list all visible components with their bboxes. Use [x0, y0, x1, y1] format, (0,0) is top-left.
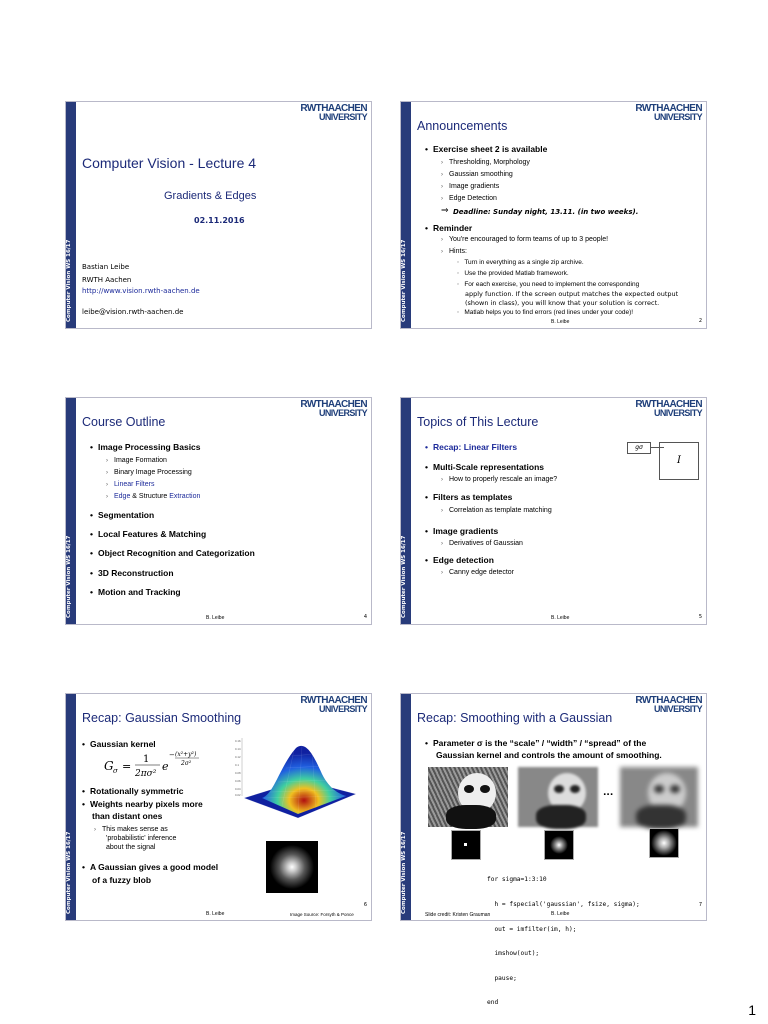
svg-text:=: = — [122, 760, 132, 773]
svg-text:0.04: 0.04 — [235, 788, 241, 791]
slide-title: Course Outline — [82, 415, 166, 429]
sidebar — [401, 102, 411, 328]
svg-text:G: G — [104, 759, 114, 773]
slide-number: 6 — [363, 902, 367, 908]
sidebar — [66, 398, 76, 624]
slide-4 — [400, 397, 707, 625]
kernel-thumb-1 — [451, 830, 481, 860]
sub-item: › Gaussian smoothing — [441, 171, 513, 178]
kernel-thumb-2 — [544, 830, 574, 860]
footer-author: B. Leibe — [551, 319, 570, 325]
footer-author: B. Leibe — [206, 615, 225, 621]
svg-text:2σ²: 2σ² — [181, 760, 192, 767]
slide-credit: Slide credit: Kristen Grauman — [425, 912, 491, 918]
gaussian-surface-plot — [234, 736, 362, 826]
sub-item: › You're encouraged to form teams of up to 3 people! — [441, 236, 608, 243]
slide-1 — [65, 101, 372, 329]
bullet: • Weights nearby pixels more — [82, 799, 203, 809]
sidebar — [401, 694, 411, 920]
footer-author: B. Leibe — [551, 911, 570, 917]
panda-photo-blurrier — [620, 767, 698, 827]
bullet: • Parameter σ is the “scale” / “width” / “spread” of the — [425, 738, 646, 748]
bullet: • Rotationally symmetric — [82, 786, 184, 796]
sub-item: › Binary Image Processing — [106, 469, 192, 476]
sub-item: › Image gradients — [441, 183, 499, 190]
sub-item: › Thresholding, Morphology — [441, 159, 530, 166]
slide-number: 5 — [698, 614, 702, 620]
slide-title: Announcements — [417, 119, 508, 133]
panda-photo-blur — [518, 767, 598, 827]
bullet: • Reminder — [425, 223, 472, 233]
rwth-logo: RWTHAACHEN UNIVERSITY — [300, 695, 367, 714]
fuzzy-blob-image — [266, 841, 318, 893]
svg-text:e: e — [162, 760, 169, 773]
slide-2 — [400, 101, 707, 329]
bullet-cont: of a fuzzy blob — [92, 875, 152, 885]
bullet: • Multi-Scale representations — [425, 462, 544, 472]
author-email: leibe@vision.rwth-aachen.de — [82, 308, 184, 316]
slide-5 — [65, 693, 372, 921]
rwth-logo: RWTHAACHEN UNIVERSITY — [635, 695, 702, 714]
sub-item: › Edge & Structure Extraction — [106, 493, 200, 500]
bullet-cont: than distant ones — [92, 811, 163, 821]
slide-6 — [400, 693, 707, 1007]
lecture-subtitle: Gradients & Edges — [164, 190, 257, 202]
sidebar-text: Computer Vision WS 16/17 — [401, 535, 407, 618]
image-box: I — [659, 442, 699, 480]
sidebar-text: Computer Vision WS 16/17 — [66, 535, 72, 618]
bullet: • Segmentation — [90, 510, 154, 520]
footer-author: B. Leibe — [551, 615, 570, 621]
bullet-cont: Gaussian kernel and controls the amount of smoothing. — [436, 750, 662, 760]
sidebar-text: Computer Vision WS 16/17 — [401, 831, 407, 914]
svg-text:0.08: 0.08 — [235, 772, 241, 775]
ellipsis: ... — [603, 788, 614, 798]
svg-text:0.02: 0.02 — [235, 794, 241, 797]
hint-cont: (shown in class), you will know that your solution is correct. — [465, 299, 660, 307]
bullet: • Image Processing Basics — [90, 442, 201, 452]
bullet: • Exercise sheet 2 is available — [425, 144, 547, 154]
svg-text:0.1: 0.1 — [235, 764, 239, 767]
lecture-date: 02.11.2016 — [194, 216, 245, 225]
slide-title: Recap: Gaussian Smoothing — [82, 711, 242, 725]
sidebar-text: Computer Vision WS 16/17 — [401, 239, 407, 322]
author-affil: RWTH Aachen — [82, 276, 132, 284]
bullet-current: • Recap: Linear Filters — [425, 442, 517, 452]
slide-title: Recap: Smoothing with a Gaussian — [417, 711, 613, 725]
bullet: • Object Recognition and Categorization — [90, 548, 255, 558]
bullet: • Edge detection — [425, 555, 494, 565]
slide-number: 4 — [363, 614, 367, 620]
svg-text:σ: σ — [113, 767, 118, 775]
bullet: • Image gradients — [425, 526, 498, 536]
sidebar-text: Computer Vision WS 16/17 — [66, 239, 72, 322]
hint: ◦ Use the provided Matlab framework. — [457, 270, 569, 277]
kernel-thumb-3 — [649, 828, 679, 858]
slide-number: 2 — [698, 318, 702, 324]
author-url[interactable]: http://www.vision.rwth-aachen.de — [82, 287, 200, 295]
rwth-logo: RWTHAACHEN UNIVERSITY — [300, 103, 367, 122]
sub-item: › Image Formation — [106, 457, 167, 464]
panda-photo-sharp — [428, 767, 508, 827]
slide-number: 7 — [698, 902, 702, 908]
matlab-code: for sigma=1:3:10 h = fspecial('gaussian', fsize, sigma); out = imfilter(im, h); imshow(out); pause; end — [487, 876, 640, 1007]
sub-item: › Canny edge detector — [441, 569, 514, 576]
deadline: Deadline: Sunday night, 13.11. (in two weeks). — [453, 208, 639, 216]
svg-text:2πσ²: 2πσ² — [135, 769, 157, 779]
sub-cont: 'probabilistic' inference — [106, 835, 177, 842]
sub-item: › Derivatives of Gaussian — [441, 540, 523, 547]
slide-3 — [65, 397, 372, 625]
sub-item: › This makes sense as — [94, 826, 168, 833]
svg-text:(x²+y²): (x²+y²) — [175, 751, 197, 758]
rwth-logo: RWTHAACHEN UNIVERSITY — [300, 399, 367, 418]
svg-text:0.14: 0.14 — [235, 748, 241, 751]
svg-text:0.12: 0.12 — [235, 756, 241, 759]
sub-item: › Hints: — [441, 248, 467, 255]
sidebar — [401, 398, 411, 624]
hint: ◦ Turn in everything as a single zip archive. — [457, 259, 584, 266]
sub-item: › Edge Detection — [441, 195, 497, 202]
svg-text:0.16: 0.16 — [235, 740, 241, 743]
bullet: • Filters as templates — [425, 492, 512, 502]
svg-text:−: − — [169, 751, 175, 759]
bullet: • Local Features & Matching — [90, 529, 206, 539]
sidebar — [66, 102, 76, 328]
lecture-title: Computer Vision - Lecture 4 — [82, 155, 257, 171]
svg-text:1: 1 — [143, 754, 150, 765]
sub-item-current: › Linear Filters — [106, 481, 154, 488]
sub-cont: about the signal — [106, 844, 156, 851]
bullet: • Motion and Tracking — [90, 587, 181, 597]
bullet: • Gaussian kernel — [82, 739, 156, 749]
page-number: 1 — [748, 1002, 756, 1018]
hint: ◦ Matlab helps you to find errors (red lines under your code)! — [457, 309, 633, 316]
hint-cont: apply function. If the screen output matches the expected output — [465, 290, 679, 298]
bullet: • 3D Reconstruction — [90, 568, 174, 578]
bullet: • A Gaussian gives a good model — [82, 862, 218, 872]
svg-text:0.06: 0.06 — [235, 780, 241, 783]
sub-item: › How to properly rescale an image? — [441, 476, 557, 483]
sidebar-text: Computer Vision WS 16/17 — [66, 831, 72, 914]
filter-box: gσ — [627, 442, 651, 454]
deadline-arrow-icon: ⇒ — [441, 206, 449, 216]
rwth-logo: RWTHAACHEN UNIVERSITY — [635, 103, 702, 122]
gaussian-formula — [102, 749, 232, 783]
sub-item: › Correlation as template matching — [441, 507, 552, 514]
slide-title: Topics of This Lecture — [417, 415, 539, 429]
hint: ◦ For each exercise, you need to implement the corresponding — [457, 281, 639, 288]
image-source: Image Source: Forsyth & Ponce — [290, 912, 354, 917]
rwth-logo: RWTHAACHEN UNIVERSITY — [635, 399, 702, 418]
footer-author: B. Leibe — [206, 911, 225, 917]
sidebar — [66, 694, 76, 920]
author-name: Bastian Leibe — [82, 263, 130, 271]
